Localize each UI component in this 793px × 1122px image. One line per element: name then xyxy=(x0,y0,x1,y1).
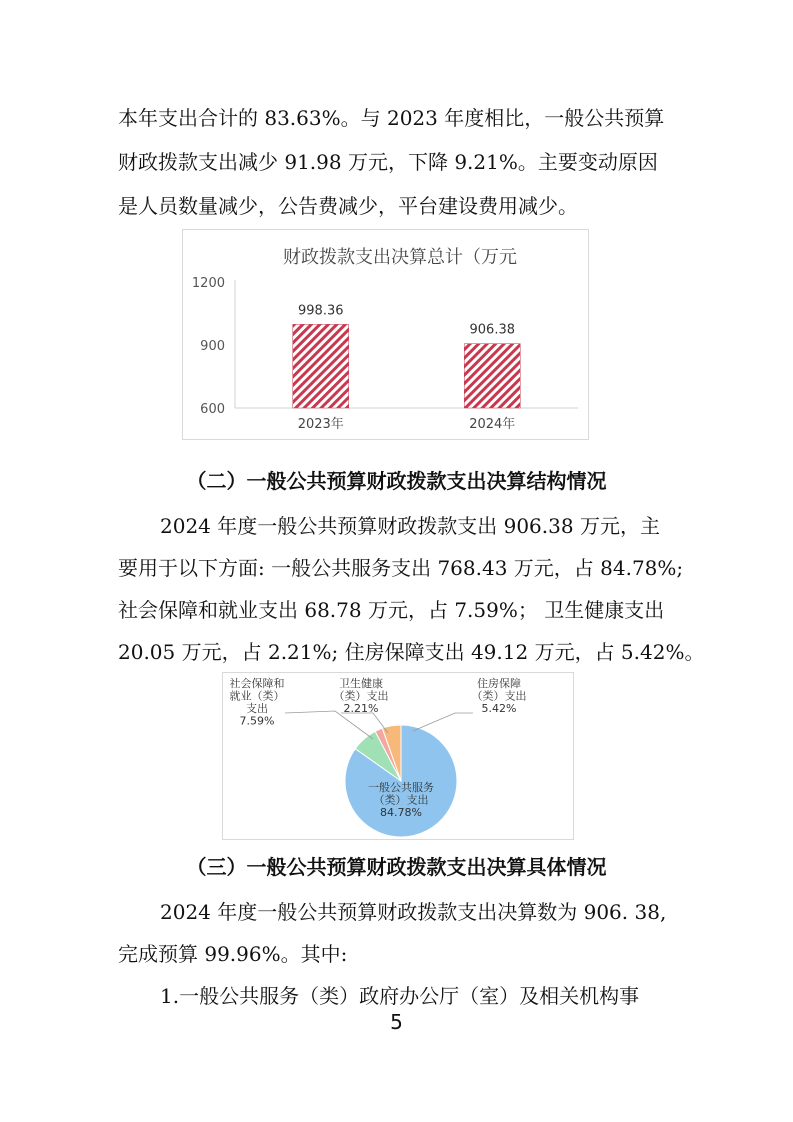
bar-x-tick-label: 2024年 xyxy=(469,417,516,432)
section-2-line-3: 社会保障和就业支出 68.78 万元，占 7.59%； 卫生健康支出 xyxy=(118,598,665,622)
bar-y-tick-label: 900 xyxy=(200,339,225,354)
pie-leader-line xyxy=(413,713,473,731)
section-2-line-2: 要用于以下方面: 一般公共服务支出 768.43 万元，占 84.78%; xyxy=(118,556,684,580)
intro-line-1: 本年支出合计的 83.63%。与 2023 年度相比，一般公共预算 xyxy=(118,106,665,130)
bar-x-tick-label: 2023年 xyxy=(297,417,344,432)
pie-label: 住房保障（类）支出 5.42% xyxy=(471,677,527,715)
bar-y-tick-label: 1200 xyxy=(191,276,225,291)
section-3-line-1: 2024 年度一般公共预算财政拨款支出决算数为 906. 38, xyxy=(160,900,667,924)
pie-label: 一般公共服务（类）支出 84.78% xyxy=(368,781,434,819)
pie-leader-line xyxy=(285,711,373,739)
section-2-heading: （二）一般公共预算财政拨款支出决算结构情况 xyxy=(186,469,607,493)
bar-chart xyxy=(182,229,589,440)
intro-line-3: 是人员数量减少，公告费减少，平台建设费用减少。 xyxy=(118,194,578,218)
bar-chart-svg xyxy=(183,230,588,439)
section-2-line-1: 2024 年度一般公共预算财政拨款支出 906.38 万元，主 xyxy=(160,514,660,538)
pie-chart-svg xyxy=(223,673,573,839)
bar-value-label: 906.38 xyxy=(469,322,515,338)
page-number: 5 xyxy=(390,1010,403,1034)
bar-chart-title: 财政拨款支出决算总计（万元 xyxy=(283,247,517,268)
section-2-line-4: 20.05 万元，占 2.21%; 住房保障支出 49.12 万元，占 5.42%。 xyxy=(118,640,705,664)
bar-y-tick-label: 600 xyxy=(200,402,225,417)
bar xyxy=(464,344,520,408)
pie-label: 社会保障和就业（类）支出 7.59% xyxy=(229,677,285,728)
section-3-heading: （三）一般公共预算财政拨款支出决算具体情况 xyxy=(186,855,607,879)
intro-line-2: 财政拨款支出减少 91.98 万元，下降 9.21%。主要变动原因 xyxy=(118,150,658,174)
section-3-line-2: 完成预算 99.96%。其中: xyxy=(118,942,348,966)
pie-chart xyxy=(222,672,574,840)
pie-label: 卫生健康（类）支出 2.21% xyxy=(333,677,389,715)
section-3-line-3: 1.一般公共服务（类）政府办公厅（室）及相关机构事 xyxy=(160,984,640,1008)
bar-value-label: 998.36 xyxy=(298,303,344,319)
bar xyxy=(293,324,349,408)
